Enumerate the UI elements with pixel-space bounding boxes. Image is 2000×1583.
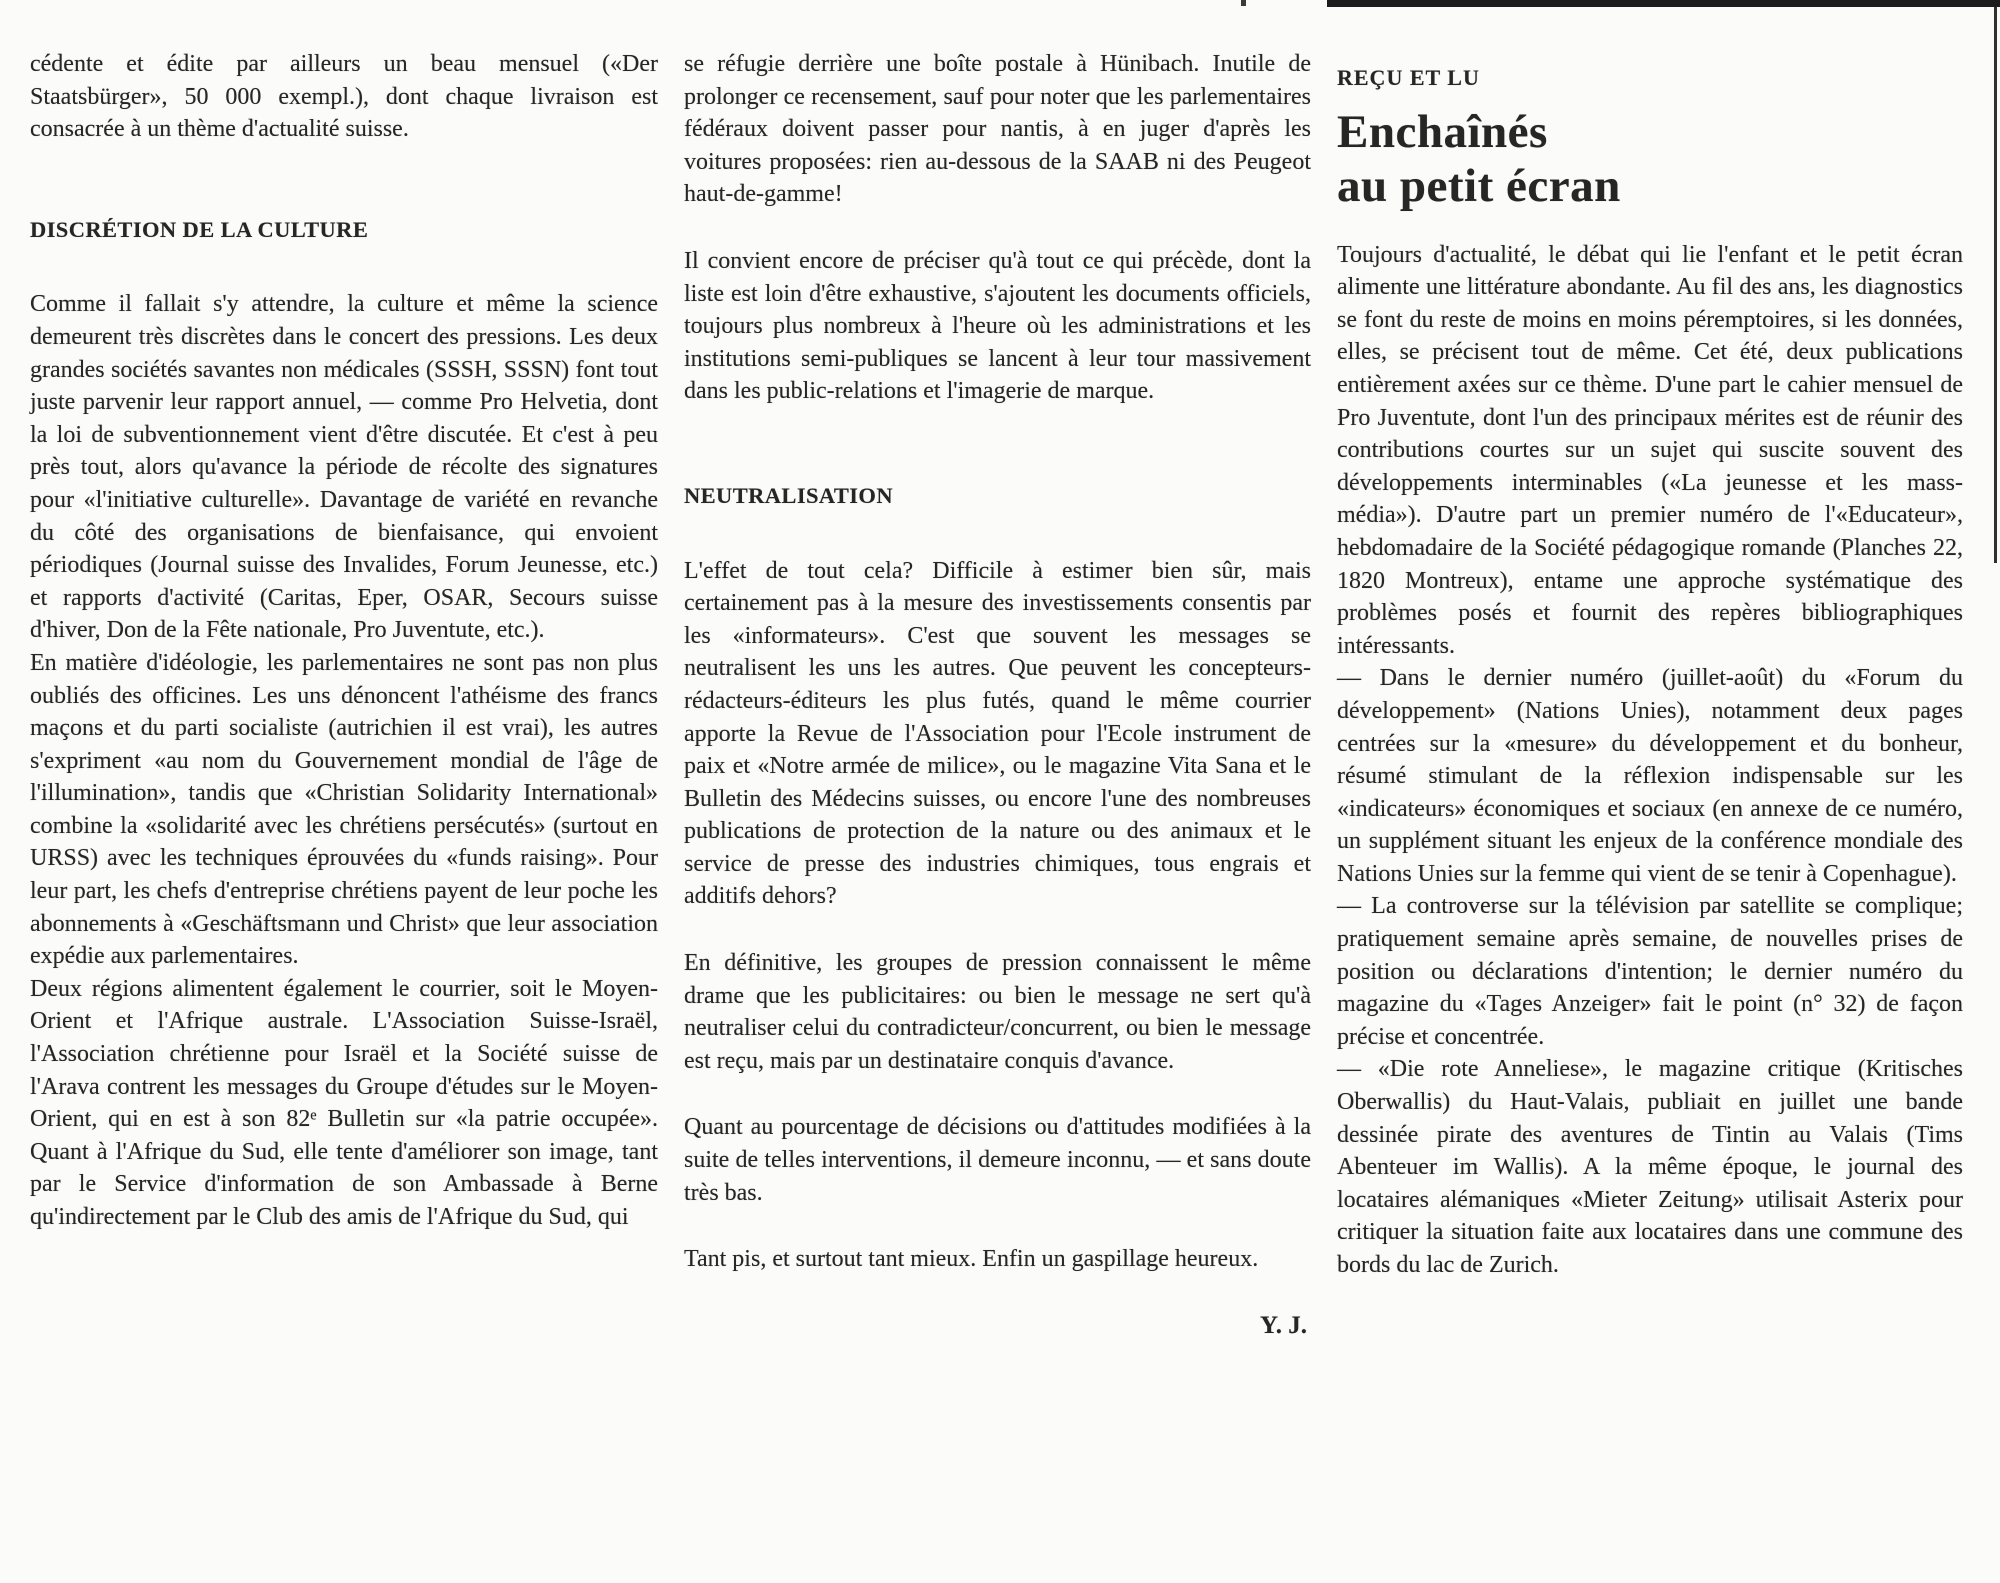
author-initials: Y. J. bbox=[1259, 1311, 1307, 1339]
body-paragraph: L'effet de tout cela? Difficile à estimer bien sûr, mais certainement pas à la mesure des investissements consentis par les «informateurs». C'est que souvent les messages se neutralisent les uns les autres. Que peuvent les concepteurs-rédacteurs-éditeurs les plus futés, quand le même courrier apporte la Revue de l'Association pour l'Ecole instrument de paix et «Notre armée de milice», ou le magazine Vita Sana et le Bulletin des Médecins suisses, ou encore l'une des nombreuses publications de protection de la nature ou des animaux et le service de presse des industries chimiques, tous engrais et additifs dehors? bbox=[684, 557, 1311, 910]
body-paragraph: Deux régions alimentent également le courrier, soit le Moyen-Orient et l'Afrique australe. L'Association Suisse-Israël, l'Association chrétienne pour Israël et la Société suisse de l'Arava contrent les messages du Groupe d'études sur le Moyen-Orient, qui en est à son 82ᵉ Bulletin sur «la patrie occupée». Quant à l'Afrique du Sud, elle tente d'améliorer son image, tant par le Service d'information de son Ambassade à Berne qu'indirectement par le Club des amis de l'Afrique du Sud, qui bbox=[30, 975, 658, 1230]
scan-crop-mark bbox=[1241, 0, 1246, 6]
body-paragraph: Toujours d'actualité, le débat qui lie l'enfant et le petit écran alimente une littérature abondante. Au fil des ans, les diagnostics se font du reste de moins en moins péremptoires, si les données, elles, se précisent tout de même. Cet été, deux publications entièrement axées sur ce thème. D'une part le cahier mensuel de Pro Juventute, dont l'un des principaux mérites est de réunir des contributions courtes sur un sujet qui suscite souvent des développements interminables («La jeunesse et les mass-média»). D'autre part un premier numéro de l'«Educateur», hebdomadaire de la Société pédagogique romande (Planches 22, 1820 Montreux), entame une approche systématique des problèmes posés et fournit des repères bibliographiques intéressants. bbox=[1337, 241, 1963, 659]
body-paragraph: Quant au pourcentage de décisions ou d'attitudes modifiées à la suite de telles interventions, il demeure inconnu, — et sans doute très bas. bbox=[684, 1114, 1311, 1206]
body-paragraph: — «Die rote Anneliese», le magazine critique (Kritisches Oberwallis) du Haut-Valais, publiait en juillet une bande dessinée pirate des aventures de Tintin au Valais (Tims Abenteuer im Wallis). A la même époque, le journal des locataires alémaniques «Mieter Zeitung» utilisait Asterix pour critiquer la situation faite aux locataires dans une commune des bords du lac de Zurich. bbox=[1337, 1056, 1963, 1278]
body-paragraph: En matière d'idéologie, les parlementaires ne sont pas non plus oubliés des officines. Les uns dénoncent l'athéisme des francs maçons et du parti socialiste (autrichien il est vrai), les autres s'expriment «au nom du Gouvernement mondial de l'âge de l'illumination», tandis que «Christian Solidarity International» combine la «solidarité avec les chrétiens persécutés» (surtout en URSS) avec les techniques éprouvées du «funds raising». Pour leur part, les chefs d'entreprise chrétiens payent de leur poche les abonnements à «Geschäftsmann und Christ» que leur association expédie aux parlementaires. bbox=[30, 649, 658, 970]
body-paragraph: se réfugie derrière une boîte postale à Hünibach. Inutile de prolonger ce recensement, sauf pour noter que les parlementaires fédéraux doivent passer pour nantis, à en juger d'après les voitures proposées: rien au-dessous de la SAAB ni des Peugeot haut-de-gamme! bbox=[684, 51, 1311, 208]
headline-line-2: au petit écran bbox=[1337, 159, 1621, 212]
rubric-kicker: REÇU ET LU bbox=[1337, 65, 1480, 90]
body-paragraph: Tant pis, et surtout tant mieux. Enfin un gaspillage heureux. bbox=[684, 1246, 1259, 1273]
section-heading-discretion-culture: DISCRÉTION DE LA CULTURE bbox=[30, 216, 369, 242]
section-heading-neutralisation: NEUTRALISATION bbox=[684, 482, 893, 508]
column-middle bbox=[684, 48, 1311, 1342]
article-recu-et-lu bbox=[1337, 48, 1963, 1282]
column-left bbox=[30, 48, 658, 1342]
body-paragraph: En définitive, les groupes de pression connaissent le même drame que les publicitaires: ou bien le message ne sert qu'à neutraliser celui du contradicteur/concurrent, ou bien le message est reçu, mais par un destinataire conquis d'avance. bbox=[684, 950, 1311, 1074]
article-headline bbox=[1337, 105, 1963, 213]
body-paragraph: — Dans le dernier numéro (juillet-août) du «Forum du développement» (Nations Unies), notamment deux pages centrées sur la «mesure» du développement et du bonheur, résumé stimulant de la réflexion indispensable sur les «indicateurs» économiques et sociaux (en annexe de ce numéro, un supplément situant les enjeux de la conférence mondiale des Nations Unies sur la femme qui vient de se tenir à Copenhague). bbox=[1337, 665, 1963, 887]
body-paragraph: cédente et édite par ailleurs un beau mensuel («Der Staatsbürger», 50 000 exempl.), dont chaque livraison est consacrée à un thème d'actualité suisse. bbox=[30, 51, 658, 143]
headline-line-1: Enchaînés bbox=[1337, 105, 1548, 158]
body-paragraph: Il convient encore de préciser qu'à tout ce qui précède, dont la liste est loin d'être exhaustive, s'ajoutent les documents officiels, toujours plus nombreux à l'heure où les administrations et les institutions semi-publiques se lancent à leur tour massivement dans les public-relations et l'imagerie de marque. bbox=[684, 247, 1311, 405]
scan-page-edge-line bbox=[1994, 7, 1997, 563]
article-top-rule bbox=[1327, 0, 2000, 7]
column-right bbox=[1337, 48, 1963, 1342]
body-paragraph: — La controverse sur la télévision par satellite se complique; pratiquement semaine après semaine, de nouvelles prises de position ou déclarations d'intention; le dernier numéro du magazine du «Tages Anzeiger» fait le point (n° 32) de façon précise et concentrée. bbox=[1337, 893, 1963, 1050]
body-paragraph: Comme il fallait s'y attendre, la culture et même la science demeurent très discrètes dans le concert des pressions. Les deux grandes sociétés savantes non médicales (SSSH, SSSN) font tout juste parvenir leur rapport annuel, — comme Pro Helvetia, dont la loi de subventionnement vient d'être discutée. Et c'est à peu près tout, alors qu'avance la période de récolte des signatures pour «l'initiative culturelle». Davantage de variété en revanche du côté des organisations de bienfaisance, qui envoient périodiques (Journal suisse des Invalides, Forum Jeunesse, etc.) et rapports d'activité (Caritas, Eper, OSAR, Secours suisse d'hiver, Don de la Fête nationale, Pro Juventute, etc.). bbox=[30, 291, 658, 644]
